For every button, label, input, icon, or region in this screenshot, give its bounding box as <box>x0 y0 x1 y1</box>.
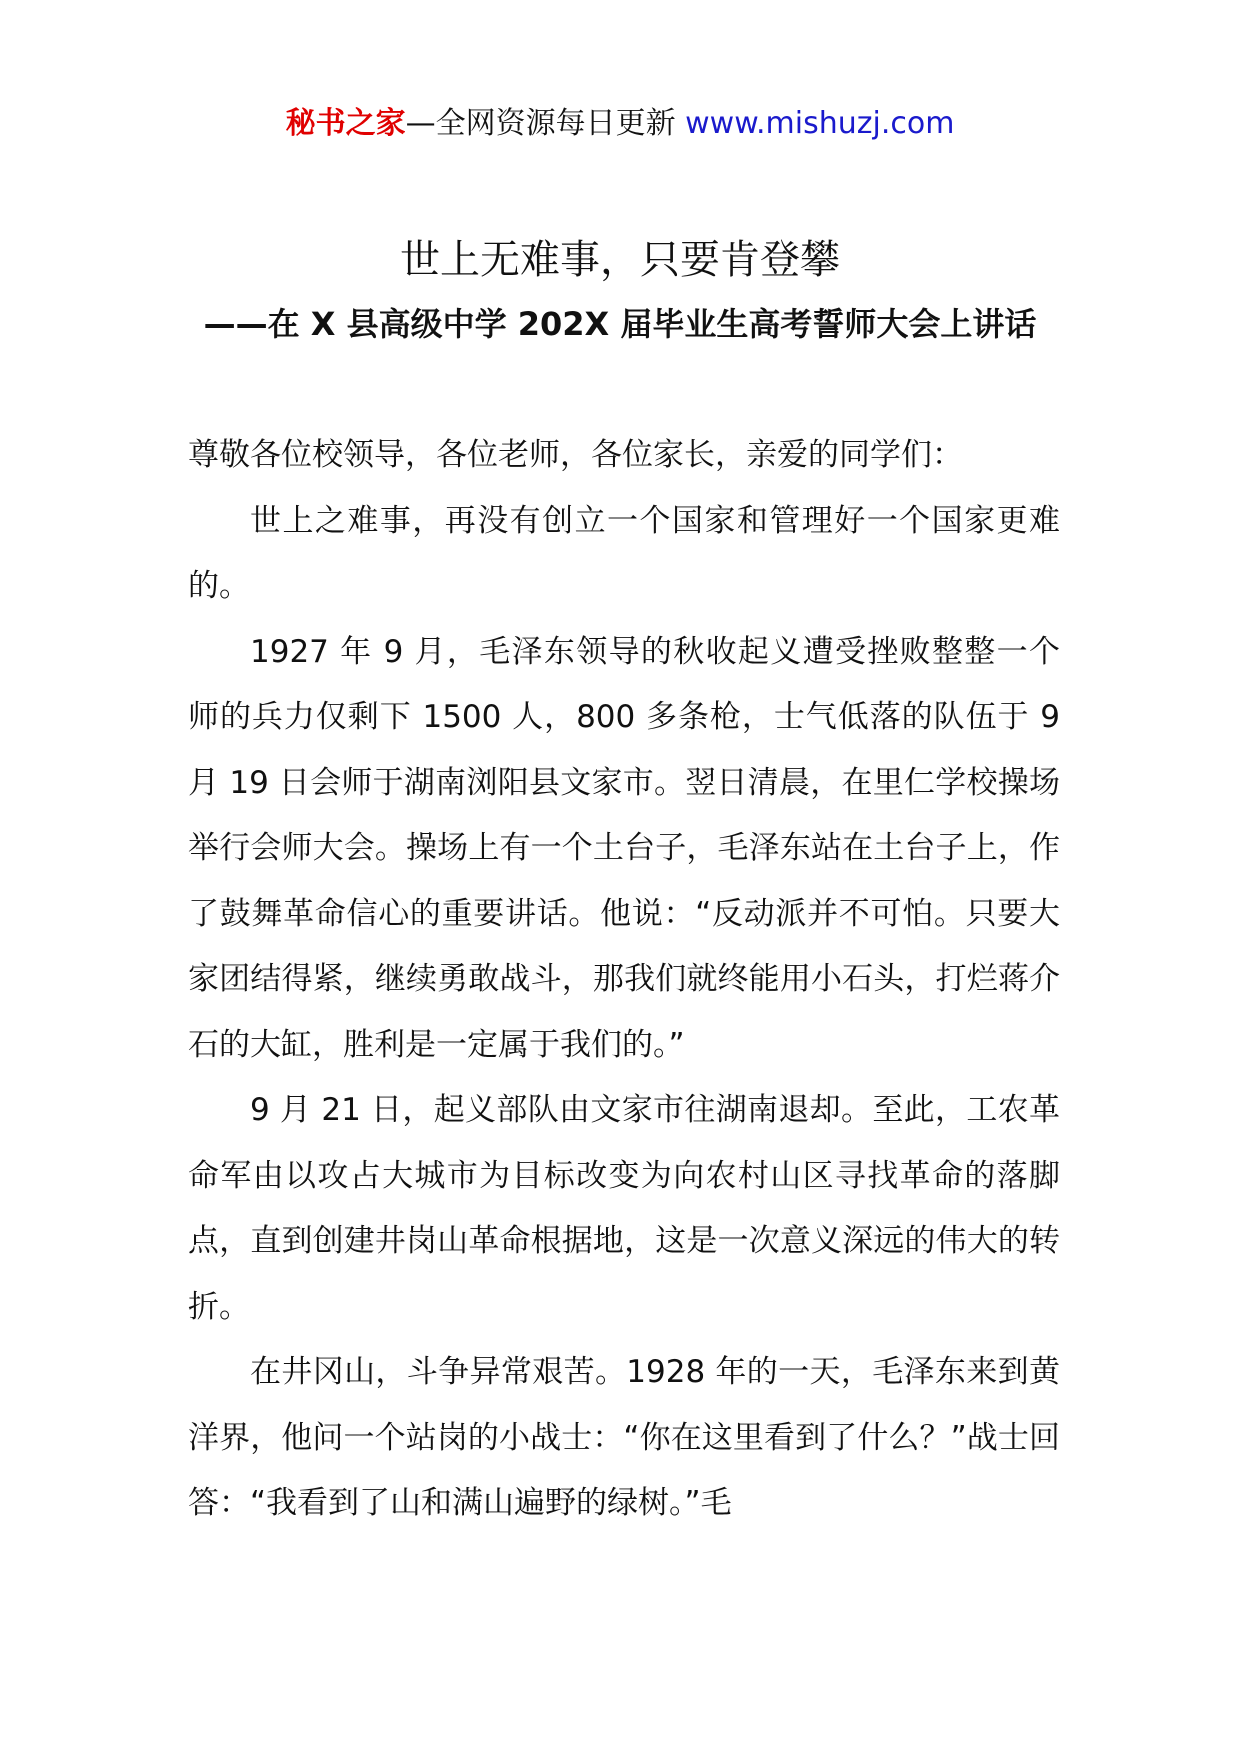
document-body <box>188 423 1060 1537</box>
body-paragraph: 9 月 21 日，起义部队由文家市往湖南退却。至此，工农革命军由以攻占大城市为目标改变为向农村山区寻找革命的落脚点，直到创建井岗山革命根据地，这是一次意义深远的伟大的转折。 <box>188 1092 1060 1325</box>
document-title: 世上无难事，只要肯登攀 <box>400 237 840 283</box>
site-brand: 秘书之家 <box>285 106 406 141</box>
salutation: 尊敬各位校领导，各位老师，各位家长，亲爱的同学们： <box>188 437 963 473</box>
site-url-link[interactable]: www.mishuzj.com <box>685 106 955 141</box>
body-paragraph: 1927 年 9 月，毛泽东领导的秋收起义遭受挫败整整一个师的兵力仅剩下 1500 人，800 多条枪，士气低落的队伍于 9 月 19 日会师于湖南浏阳县文家市。翌日清晨，在里仁学校操场举行会师大会。操场上有一个土台子，毛泽东站在土台子上，作了鼓舞革命信心的重要讲话。他说：“反动派并不可怕。只要大家团结得紧，继续勇敢战斗，那我们就终能用小石头，打烂蒋介石的大缸，胜利是一定属于我们的。” <box>188 633 1060 1063</box>
body-paragraph: 在井冈山，斗争异常艰苦。1928 年的一天，毛泽东来到黄洋界，他问一个站岗的小战士：“你在这里看到了什么？”战士回答：“我看到了山和满山遍野的绿树。”毛 <box>188 1354 1060 1521</box>
document-subtitle: ——在 X 县高级中学 202X 届毕业生高考誓师大会上讲话 <box>203 305 1037 343</box>
site-tagline: —全网资源每日更新 <box>405 106 686 141</box>
body-paragraph: 世上之难事，再没有创立一个国家和管理好一个国家更难的。 <box>188 502 1060 604</box>
site-header <box>0 100 1240 148</box>
